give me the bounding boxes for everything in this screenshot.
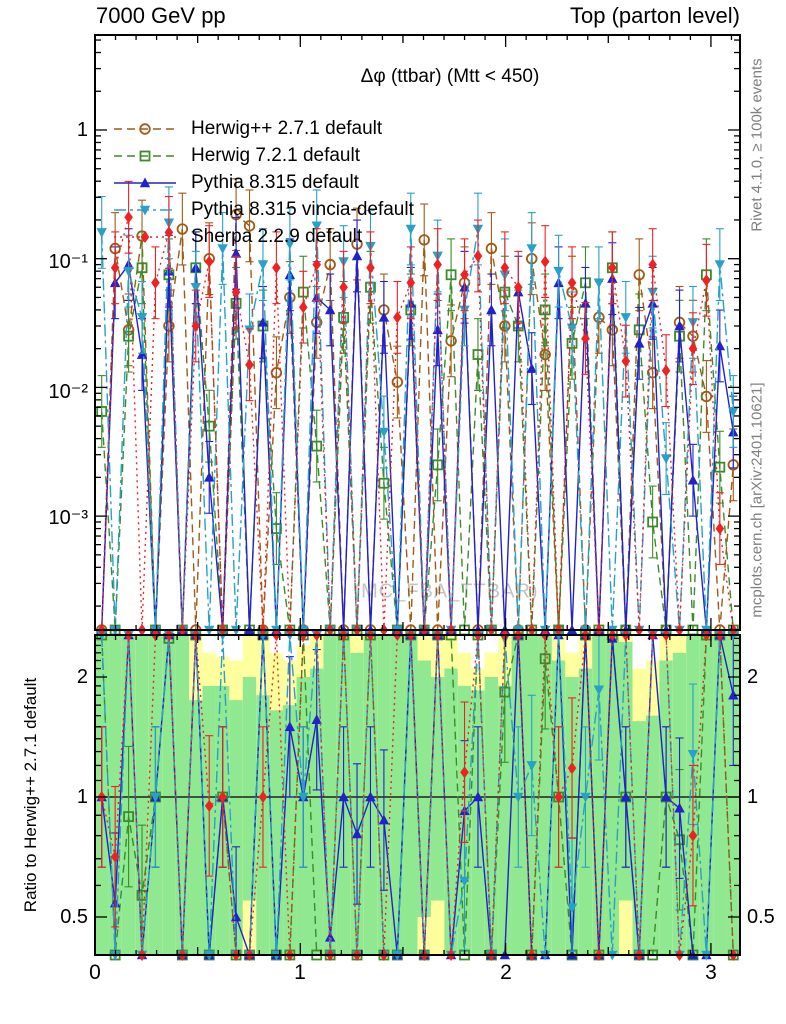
ratio-ytick-right-05: 0.5 — [747, 906, 775, 928]
main-ytick-1e-3: 10⁻³ — [48, 507, 88, 529]
mcplots-citation-note: mcplots.cern.ch [arXiv:2401.10621] — [748, 382, 766, 618]
legend-swatch-diamond-icon — [112, 229, 178, 245]
legend-item-herwigpp — [112, 115, 414, 142]
legend-item-herwig7 — [112, 142, 414, 169]
beam-energy-label: 7000 GeV pp — [96, 3, 226, 28]
xtick-2: 2 — [500, 961, 512, 984]
legend-item-pythia — [112, 169, 414, 196]
ratio-ytick-right-1: 1 — [747, 786, 759, 808]
legend-label: Pythia 8.315 vincia-default — [191, 198, 414, 220]
plot-title: Δφ (ttbar) (Mtt < 450) — [360, 66, 540, 87]
ratio-ytick-1: 1 — [76, 786, 88, 808]
legend-swatch-square-icon — [112, 148, 178, 164]
legend-label: Herwig++ 2.7.1 default — [191, 117, 383, 139]
legend-swatch-triangle-down-icon — [112, 202, 178, 218]
legend-label: Sherpa 2.2.9 default — [191, 225, 363, 247]
main-ytick-1e-1: 10⁻¹ — [48, 251, 88, 273]
xtick-3: 3 — [705, 961, 717, 984]
legend-label: Pythia 8.315 default — [191, 171, 359, 193]
ratio-ytick-05: 0.5 — [60, 906, 88, 928]
main-ytick-1: 1 — [76, 119, 88, 141]
ratio-ytick-right-2: 2 — [747, 666, 759, 688]
analysis-group-label: Top (parton level) — [570, 3, 740, 28]
legend-label: Herwig 7.2.1 default — [191, 144, 360, 166]
legend — [112, 115, 414, 250]
xtick-0: 0 — [89, 961, 101, 984]
ratio-ytick-2: 2 — [76, 666, 88, 688]
ratio-axis-label: Ratio to Herwig++ 2.7.1 default — [21, 677, 40, 913]
analysis-watermark: (MC_FBA_TTBAR) — [353, 580, 539, 603]
main-ytick-1e-2: 10⁻² — [48, 381, 88, 403]
legend-swatch-circle-icon — [112, 121, 178, 137]
legend-item-sherpa — [112, 223, 414, 250]
rivet-version-note: Rivet 4.1.0, ≥ 100k events — [748, 58, 766, 232]
legend-item-vincia — [112, 196, 414, 223]
legend-swatch-triangle-up-icon — [112, 175, 178, 191]
xtick-1: 1 — [294, 961, 306, 984]
